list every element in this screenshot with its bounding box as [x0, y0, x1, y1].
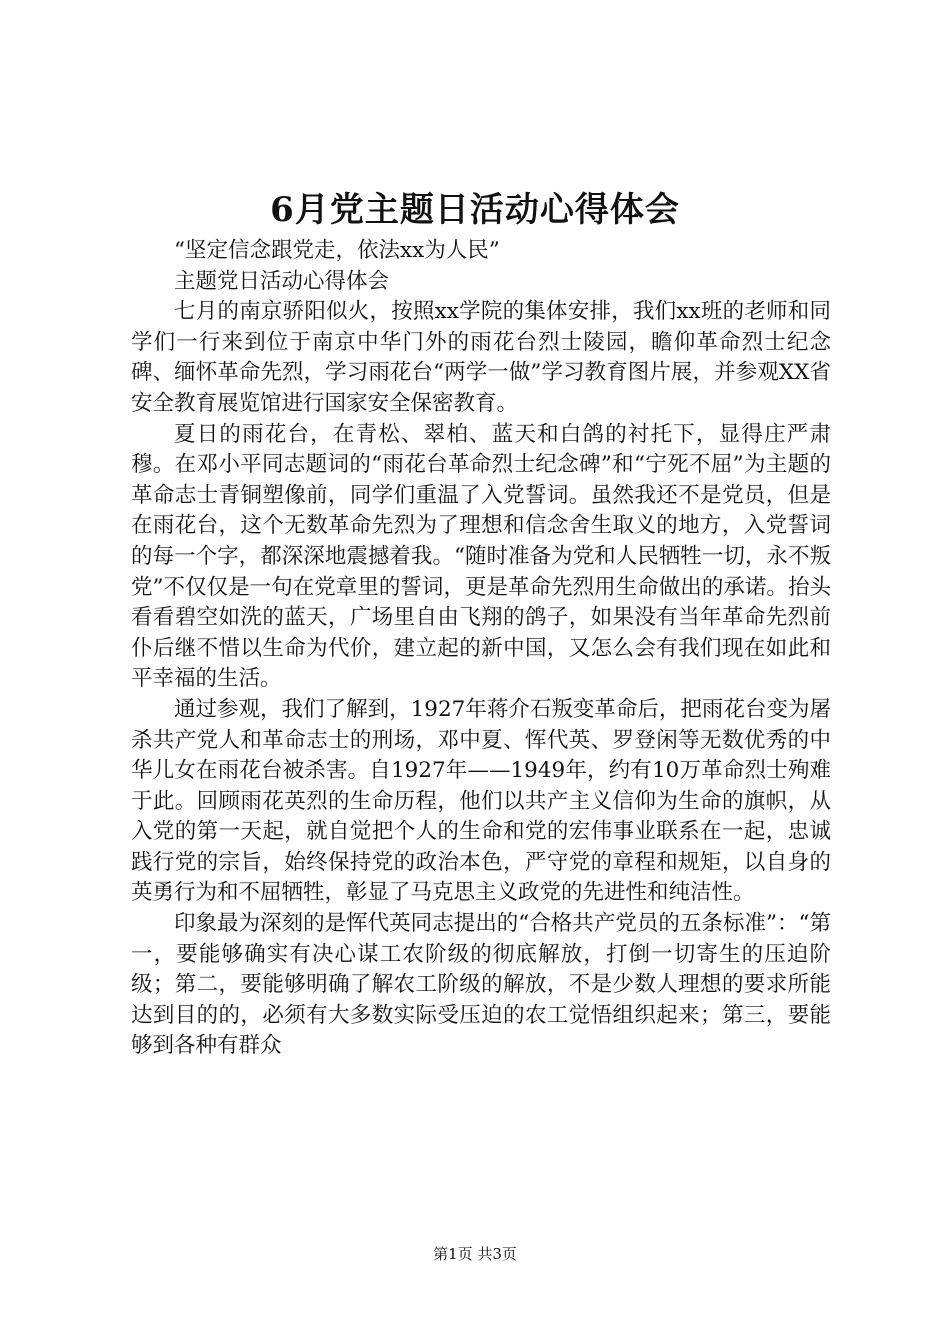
body-paragraph: 通过参观，我们了解到，1927年蒋介石叛变革命后，把雨花台变为屠杀共产党人和革命志士的刑场，邓中夏、恽代英、罗登闲等无数优秀的中华儿女在雨花台被杀害。自1927年——1949年，约有10万革命烈士殉难于此。回顾雨花英烈的生命历程，他们以共产主义信仰为生命的旗帜，从入党的第一天起，就自觉把个人的生命和党的宏伟事业联系在一起，忠诚践行党的宗旨，始终保持党的政治本色，严守党的章程和规矩，以自身的英勇行为和不屈牺牲，彰显了马克思主义政党的先进性和纯洁性。 — [131, 696, 831, 906]
subtitle-line: 主题党日活动心得体会 — [174, 268, 390, 294]
document-title: 6月党主题日活动心得体会 — [270, 190, 680, 230]
page-number-footer: 第1页 共3页 — [433, 1245, 517, 1263]
body-paragraph: 夏日的雨花台，在青松、翠柏、蓝天和白鸽的衬托下，显得庄严肃穆。在邓小平同志题词的“雨花台革命烈士纪念碑”和“宁死不屈”为主题的革命志士青铜塑像前，同学们重温了入党誓词。虽然我还不是党员，但是在雨花台，这个无数革命先烈为了理想和信念舍生取义的地方，入党誓词的每一个字，都深深地震撼着我。“随时准备为党和人民牺牲一切，永不叛党”不仅仅是一句在党章里的誓词，更是革命先烈用生命做出的承诺。抬头看看碧空如洗的蓝天，广场里自由飞翔的鸽子，如果没有当年革命先烈前仆后继不惜以生命为代价，建立起的新中国，又怎么会有我们现在如此和平幸福的生活。 — [131, 421, 831, 692]
body-paragraph: 七月的南京骄阳似火，按照xx学院的集体安排，我们xx班的老师和同学们一行来到位于南京中华门外的雨花台烈士陵园，瞻仰革命烈士纪念碑、缅怀革命先烈，学习雨花台“两学一做”学习教育图片展，并参观XX省安全教育展览馆进行国家安全保密教育。 — [131, 299, 831, 416]
document-body — [131, 236, 831, 1062]
body-paragraph: 印象最为深刻的是恽代英同志提出的“合格共产党员的五条标准”：“第一，要能够确实有决心谋工农阶级的彻底解放，打倒一切寄生的压迫阶级；第二，要能够明确了解农工阶级的解放，不是少数人理想的要求所能达到目的的，必须有大多数实际受压迫的农工觉悟组织起来；第三，要能够到各种有群众 — [131, 911, 831, 1059]
slogan-line: “坚定信念跟党走，依法xx为人民” — [174, 238, 500, 263]
